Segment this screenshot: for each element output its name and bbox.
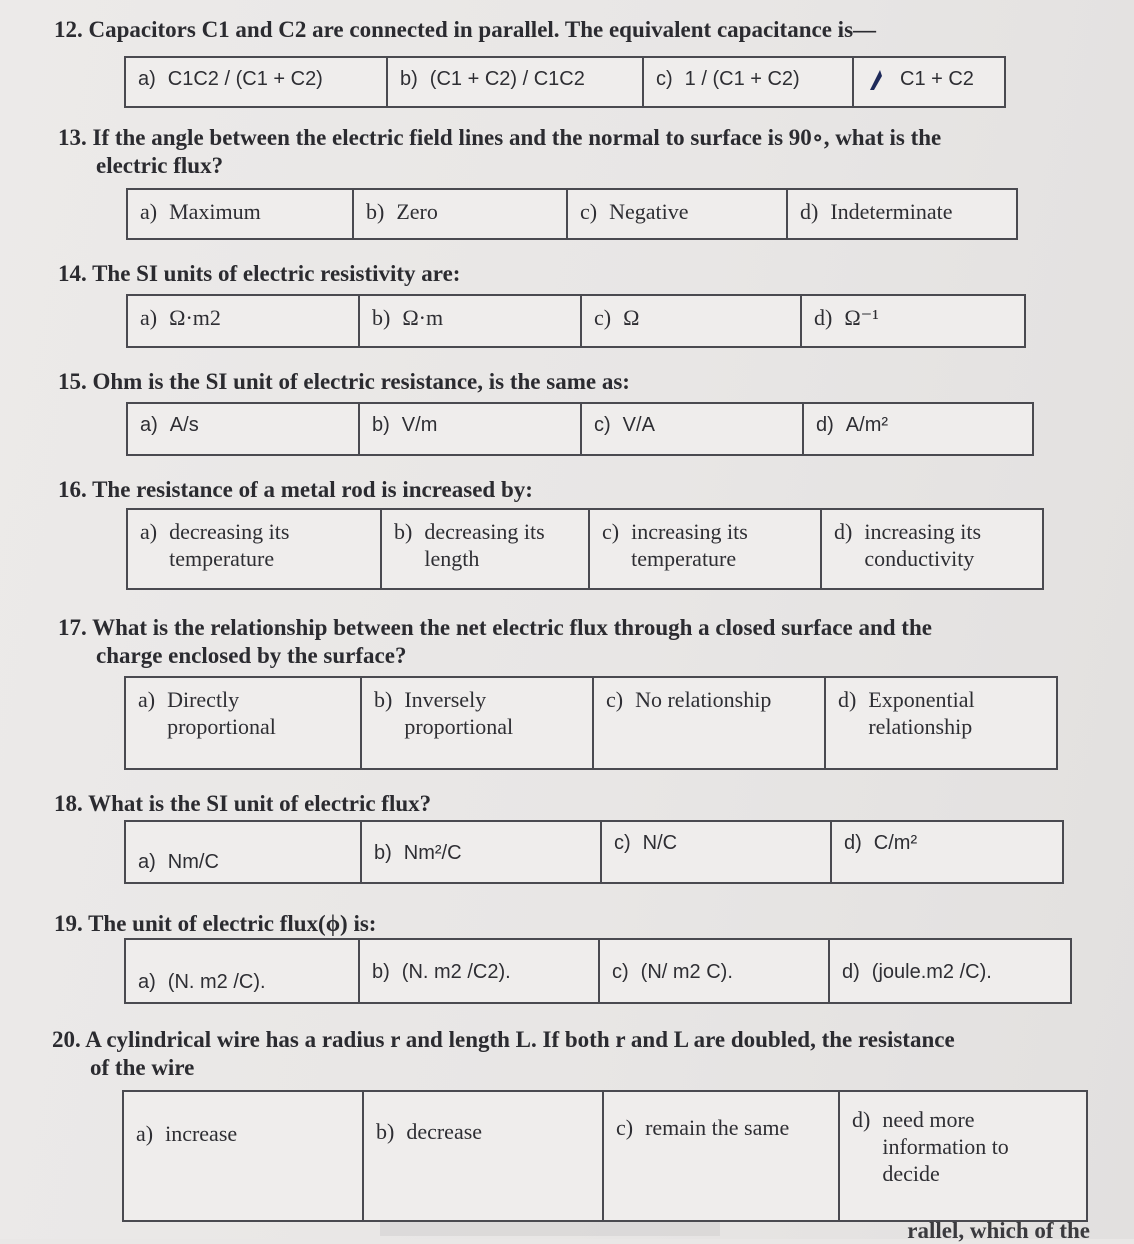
option-letter: c) <box>602 519 620 544</box>
option-letter: a) <box>140 199 158 224</box>
option-12d[interactable] <box>854 58 1004 106</box>
option-18b[interactable] <box>362 822 602 882</box>
option-14c[interactable] <box>582 296 802 346</box>
question-number: 12. <box>54 17 83 42</box>
option-letter: a) <box>140 305 158 330</box>
option-12a[interactable] <box>126 58 388 106</box>
option-text: Directly proportional <box>167 687 276 739</box>
option-text: Nm²/C <box>403 841 462 864</box>
option-text: need more information to decide <box>882 1107 1009 1186</box>
option-19d[interactable] <box>830 940 1070 1002</box>
option-text: (C1 + C2) / C1C2 <box>429 68 585 90</box>
option-text: 1 / (C1 + C2) <box>684 68 800 90</box>
options-row-13 <box>126 188 1018 240</box>
option-text: increasing its temperature <box>631 519 748 571</box>
option-text: Indeterminate <box>830 199 953 224</box>
option-letter: b) <box>400 68 418 90</box>
option-18a[interactable] <box>126 822 362 882</box>
option-14a[interactable] <box>128 296 360 346</box>
question-text: If the angle between the electric field lines and the normal to surface is 90∘, what is the <box>92 125 942 150</box>
option-12b[interactable] <box>388 58 644 106</box>
question-16 <box>58 476 533 504</box>
option-16d[interactable] <box>822 510 1042 588</box>
option-14b[interactable] <box>360 296 582 346</box>
question-17 <box>58 614 932 670</box>
option-17c[interactable] <box>594 678 826 768</box>
option-18d[interactable] <box>832 822 1062 882</box>
option-letter: c) <box>614 832 631 854</box>
option-letter: b) <box>374 841 392 864</box>
option-text: (N. m2 /C2). <box>401 960 511 983</box>
option-letter: c) <box>612 960 629 983</box>
option-text: Nm/C <box>167 851 219 873</box>
options-row-18 <box>124 820 1064 884</box>
option-text: (N. m2 /C). <box>167 971 266 993</box>
option-12c[interactable] <box>644 58 854 106</box>
option-letter: d) <box>834 519 853 544</box>
option-text: C1C2 / (C1 + C2) <box>167 68 323 90</box>
option-text: A/m² <box>845 414 889 436</box>
option-letter: d) <box>800 199 819 224</box>
option-text: No relationship <box>635 687 772 712</box>
option-letter: a) <box>138 68 156 90</box>
question-number: 14. <box>58 261 87 286</box>
options-row-20 <box>122 1090 1088 1222</box>
option-13c[interactable] <box>568 190 788 238</box>
options-row-16 <box>126 508 1044 590</box>
question-12 <box>54 16 876 44</box>
option-text: Inversely proportional <box>404 687 514 739</box>
option-15d[interactable] <box>804 404 1032 454</box>
option-18c[interactable] <box>602 822 832 882</box>
question-text: What is the relationship between the net electric flux through a closed surface and the <box>92 615 932 640</box>
question-13 <box>58 124 941 180</box>
option-letter: d) <box>844 832 862 854</box>
option-text: Ω·m2 <box>169 305 221 330</box>
bottom-shadow <box>380 1222 720 1236</box>
option-letter: d) <box>814 305 833 330</box>
option-17d[interactable] <box>826 678 1056 768</box>
options-row-19 <box>124 938 1072 1004</box>
option-letter: b) <box>372 414 390 436</box>
option-19b[interactable] <box>360 940 600 1002</box>
question-19 <box>54 910 376 938</box>
option-text: decreasing its length <box>424 519 545 571</box>
option-15b[interactable] <box>360 404 582 454</box>
option-letter: b) <box>372 305 391 330</box>
option-13b[interactable] <box>354 190 568 238</box>
question-text-continued: of the wire <box>90 1055 195 1080</box>
question-number: 20. <box>52 1027 81 1052</box>
option-20b[interactable] <box>364 1092 604 1220</box>
option-text: (N/ m2 C). <box>640 960 733 983</box>
option-text: N/C <box>642 832 678 854</box>
option-text: decrease <box>406 1119 483 1144</box>
option-letter: d) <box>852 1107 871 1132</box>
option-letter: a) <box>138 851 156 873</box>
option-text: Ω·m <box>402 305 444 330</box>
option-letter: a) <box>136 1121 154 1146</box>
option-19c[interactable] <box>600 940 830 1002</box>
question-number: 15. <box>58 369 87 394</box>
option-text: Maximum <box>169 199 261 224</box>
option-letter: a) <box>140 414 158 436</box>
option-16a[interactable] <box>128 510 382 588</box>
question-number: 13. <box>58 125 87 150</box>
option-20d[interactable] <box>840 1092 1086 1220</box>
option-text: Exponential relationship <box>868 687 975 739</box>
cut-off-next-question: rallel, which of the <box>907 1218 1090 1243</box>
option-20c[interactable] <box>604 1092 840 1220</box>
question-number: 19. <box>54 911 83 936</box>
option-letter: c) <box>594 414 611 436</box>
option-15c[interactable] <box>582 404 804 454</box>
question-text: What is the SI unit of electric flux? <box>88 791 432 816</box>
option-13a[interactable] <box>128 190 354 238</box>
options-row-17 <box>124 676 1058 770</box>
option-letter: b) <box>374 687 393 712</box>
option-letter: c) <box>580 199 598 224</box>
option-14d[interactable] <box>802 296 1024 346</box>
option-letter: b) <box>366 199 385 224</box>
option-text: V/A <box>622 414 655 436</box>
option-letter: c) <box>606 687 624 712</box>
question-number: 18. <box>54 791 83 816</box>
option-17b[interactable] <box>362 678 594 768</box>
option-letter: b) <box>376 1119 395 1144</box>
option-text: Ω⁻¹ <box>844 305 879 330</box>
option-text: decreasing its temperature <box>169 519 290 571</box>
question-text: A cylindrical wire has a radius r and length L. If both r and L are doubled, the resistance <box>85 1027 955 1052</box>
option-13d[interactable] <box>788 190 1016 238</box>
question-number: 16. <box>58 477 87 502</box>
option-text: remain the same <box>645 1115 790 1140</box>
question-text: Ohm is the SI unit of electric resistance, is the same as: <box>92 369 630 394</box>
option-letter: d) <box>816 414 834 436</box>
question-text: The SI units of electric resistivity are: <box>92 261 461 286</box>
option-letter: a) <box>138 971 156 993</box>
option-text: V/m <box>401 414 438 436</box>
option-letter: a) <box>140 519 158 544</box>
options-row-12 <box>124 56 1006 108</box>
option-15a[interactable] <box>128 404 360 454</box>
option-letter: d) <box>842 960 860 983</box>
option-text: Negative <box>609 199 689 224</box>
option-letter: c) <box>616 1115 634 1140</box>
question-text: The unit of electric flux(ϕ) is: <box>88 911 377 936</box>
question-15 <box>58 368 630 396</box>
option-text: C1 + C2 <box>900 68 974 90</box>
question-text: Capacitors C1 and C2 are connected in parallel. The equivalent capacitance is— <box>88 17 877 42</box>
question-text-continued: electric flux? <box>96 153 224 178</box>
question-text-continued: charge enclosed by the surface? <box>96 643 407 668</box>
option-letter: c) <box>594 305 612 330</box>
option-letter: a) <box>138 687 156 712</box>
option-text: Ω <box>623 305 640 330</box>
option-20a[interactable] <box>124 1092 364 1220</box>
option-letter: d) <box>838 687 857 712</box>
handwritten-tick-icon <box>866 66 888 92</box>
option-letter: c) <box>656 68 673 90</box>
option-letter: b) <box>372 960 390 983</box>
option-16c[interactable] <box>590 510 822 588</box>
options-row-14 <box>126 294 1026 348</box>
question-20 <box>52 1026 955 1082</box>
option-16b[interactable] <box>382 510 590 588</box>
question-14 <box>58 260 460 288</box>
option-letter: b) <box>394 519 413 544</box>
question-18 <box>54 790 431 818</box>
option-text: C/m² <box>873 832 918 854</box>
option-text: increase <box>165 1121 238 1146</box>
option-17a[interactable] <box>126 678 362 768</box>
option-text: (joule.m2 /C). <box>871 960 992 983</box>
question-number: 17. <box>58 615 87 640</box>
options-row-15 <box>126 402 1034 456</box>
option-text: A/s <box>169 414 199 436</box>
option-text: increasing its conductivity <box>864 519 982 571</box>
option-text: Zero <box>396 199 438 224</box>
question-text: The resistance of a metal rod is increased by: <box>92 477 533 502</box>
option-19a[interactable] <box>126 940 360 1002</box>
